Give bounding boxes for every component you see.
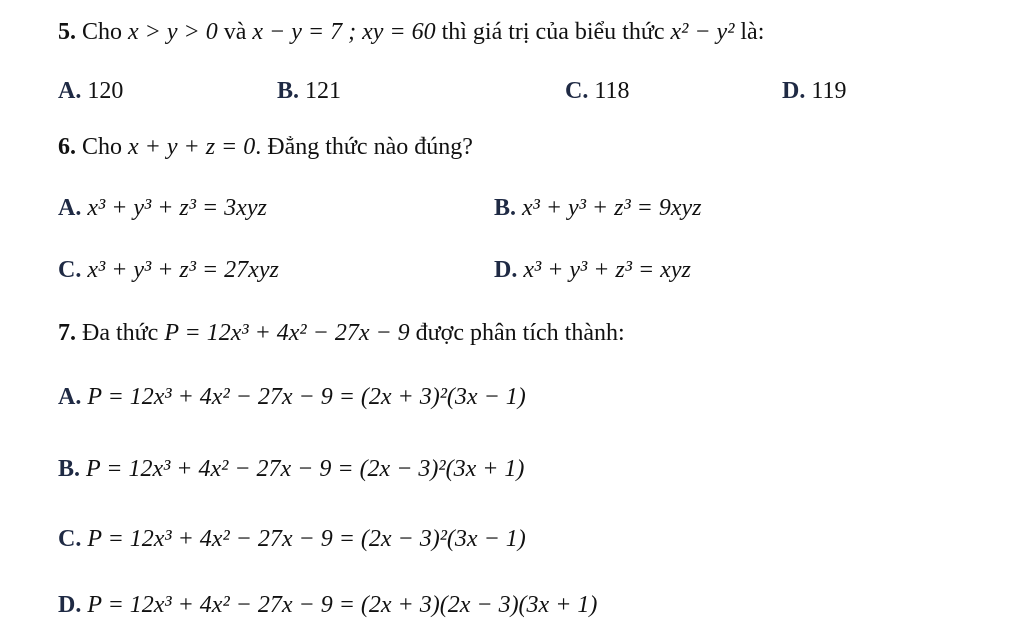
option-c[interactable] — [58, 255, 279, 285]
question-text: được phân tích thành: — [409, 320, 625, 346]
option-a[interactable] — [58, 193, 267, 223]
question-text: và — [217, 19, 253, 45]
option-value: P = 12x³ + 4x² − 27x − 9 = (2x + 3)(2x − 3)(3x + 1) — [87, 592, 598, 618]
option-label: D. — [494, 257, 518, 283]
option-label: B. — [58, 456, 81, 482]
question-5 — [58, 17, 764, 47]
option-value: x³ + y³ + z³ = 9xyz — [522, 195, 702, 221]
option-b[interactable] — [494, 193, 701, 223]
math-expression: x − y = 7 ; xy = 60 — [252, 19, 436, 45]
option-label: C. — [565, 78, 589, 104]
question-text: Cho — [76, 134, 129, 160]
option-d[interactable] — [494, 255, 691, 285]
math-expression: P = 12x³ + 4x² − 27x − 9 — [164, 320, 410, 346]
question-number: 7. — [58, 320, 76, 346]
question-number: 5. — [58, 19, 76, 45]
option-d[interactable] — [782, 76, 846, 106]
option-label: B. — [494, 195, 517, 221]
math-expression: x > y > 0 — [128, 19, 218, 45]
option-label: A. — [58, 195, 82, 221]
option-label: D. — [782, 78, 806, 104]
option-label: C. — [58, 526, 82, 552]
option-value: x³ + y³ + z³ = xyz — [523, 257, 691, 283]
option-value: 118 — [594, 78, 630, 104]
option-value: P = 12x³ + 4x² − 27x − 9 = (2x − 3)²(3x + 1) — [86, 456, 525, 482]
question-7 — [58, 318, 625, 348]
option-value: 119 — [811, 78, 847, 104]
option-a[interactable] — [58, 76, 123, 106]
option-value: x³ + y³ + z³ = 27xyz — [87, 257, 279, 283]
question-6 — [58, 132, 473, 162]
option-label: D. — [58, 592, 82, 618]
option-label: C. — [58, 257, 82, 283]
math-expression: x² − y² — [670, 19, 735, 45]
question-text: Đa thức — [76, 320, 165, 346]
question-text: . Đẳng thức nào đúng? — [255, 134, 473, 160]
option-b[interactable] — [277, 76, 341, 106]
option-b[interactable] — [58, 454, 524, 484]
option-a[interactable] — [58, 382, 526, 412]
option-value: P = 12x³ + 4x² − 27x − 9 = (2x − 3)²(3x − 1) — [87, 526, 526, 552]
option-c[interactable] — [58, 524, 526, 554]
option-value: x³ + y³ + z³ = 3xyz — [87, 195, 267, 221]
option-label: B. — [277, 78, 300, 104]
question-text: là: — [734, 19, 765, 45]
question-text: Cho — [76, 19, 129, 45]
option-label: A. — [58, 384, 82, 410]
option-d[interactable] — [58, 590, 597, 620]
question-text: thì giá trị của biểu thức — [435, 19, 671, 45]
option-value: P = 12x³ + 4x² − 27x − 9 = (2x + 3)²(3x − 1) — [87, 384, 526, 410]
option-label: A. — [58, 78, 82, 104]
option-value: 120 — [87, 78, 124, 104]
option-c[interactable] — [565, 76, 629, 106]
math-expression: x + y + z = 0 — [128, 134, 256, 160]
option-value: 121 — [305, 78, 342, 104]
question-number: 6. — [58, 134, 76, 160]
